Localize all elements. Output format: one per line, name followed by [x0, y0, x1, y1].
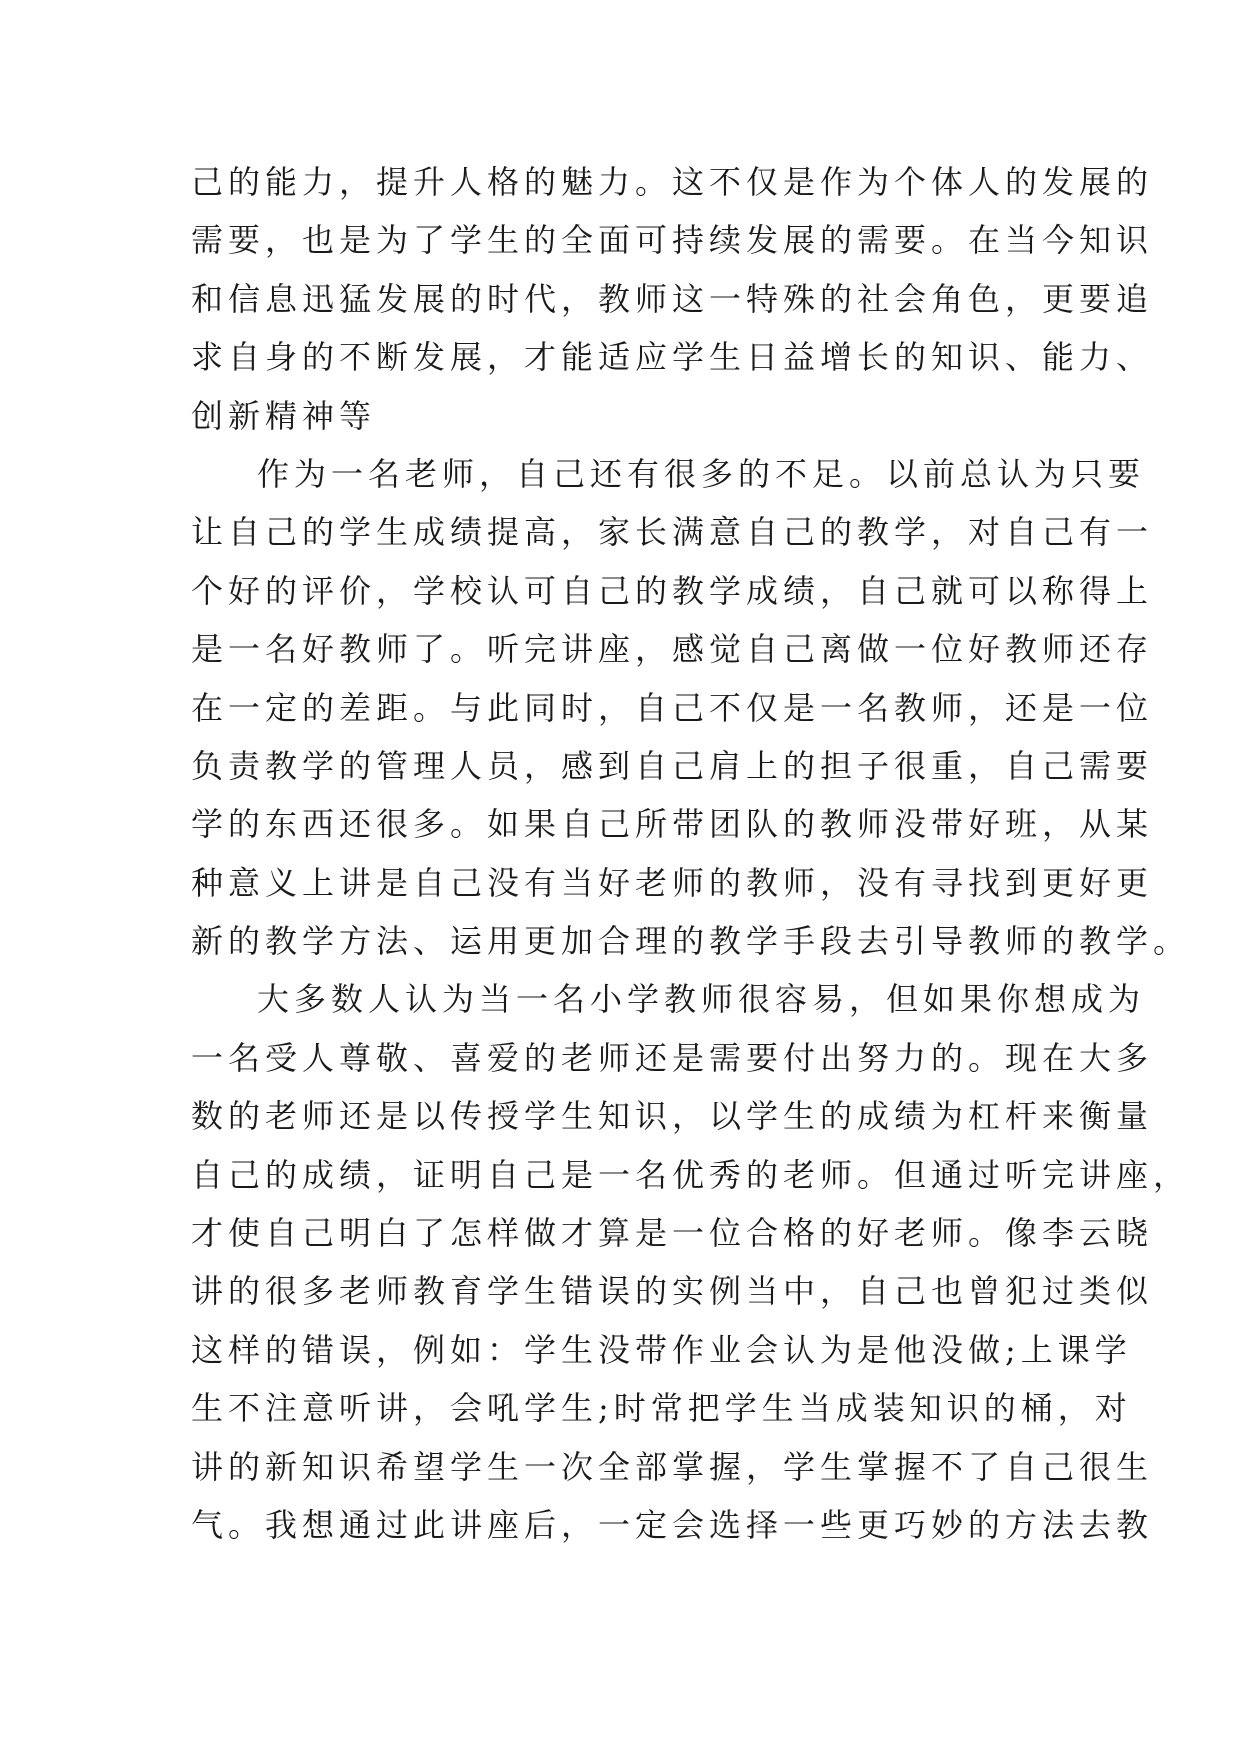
- text-line: 讲的很多老师教育学生错误的实例当中，自己也曾犯过类似: [191, 1272, 1154, 1311]
- text-line: 气。我想通过此讲座后，一定会选择一些更巧妙的方法去教: [191, 1505, 1154, 1544]
- text-line: 是一名好教师了。听完讲座，感觉自己离做一位好教师还存: [191, 630, 1154, 669]
- text-line: 讲的新知识希望学生一次全部掌握，学生掌握不了自己很生: [191, 1447, 1154, 1486]
- text-line: 让自己的学生成绩提高，家长满意自己的教学，对自己有一: [191, 513, 1154, 552]
- text-line: 一名受人尊敬、喜爱的老师还是需要付出努力的。现在大多: [191, 1038, 1154, 1077]
- text-line: 这样的错误，例如：学生没带作业会认为是他没做;上课学: [191, 1330, 1132, 1369]
- text-line: 和信息迅猛发展的时代，教师这一特殊的社会角色，更要追: [191, 279, 1154, 318]
- text-line: 数的老师还是以传授学生知识，以学生的成绩为杠杆来衡量: [191, 1097, 1154, 1136]
- document-body: [191, 153, 1191, 1554]
- text-line: 作为一名老师，自己还有很多的不足。以前总认为只要: [257, 454, 1146, 493]
- text-line: 自己的成绩，证明自己是一名优秀的老师。但通过听完讲座，: [191, 1155, 1191, 1194]
- text-line: 求自身的不断发展，才能适应学生日益增长的知识、能力、: [191, 338, 1154, 377]
- text-line: 负责教学的管理人员，感到自己肩上的担子很重，自己需要: [191, 746, 1154, 785]
- text-line: 学的东西还很多。如果自己所带团队的教师没带好班，从某: [191, 805, 1154, 844]
- paragraph: [191, 445, 1191, 971]
- text-line: 大多数人认为当一名小学教师很容易，但如果你想成为: [257, 980, 1146, 1019]
- text-line: 新的教学方法、运用更加合理的教学手段去引导教师的教学。: [191, 922, 1191, 961]
- text-line: 个好的评价，学校认可自己的教学成绩，自己就可以称得上: [191, 571, 1154, 610]
- paragraph: [191, 153, 1154, 445]
- text-line: 在一定的差距。与此同时，自己不仅是一名教师，还是一位: [191, 688, 1154, 727]
- text-line: 种意义上讲是自己没有当好老师的教师，没有寻找到更好更: [191, 863, 1154, 902]
- text-line: 生不注意听讲，会吼学生;时常把学生当成装知识的桶，对: [191, 1389, 1132, 1428]
- text-line: 需要，也是为了学生的全面可持续发展的需要。在当今知识: [191, 221, 1154, 260]
- text-line: 创新精神等: [191, 396, 377, 435]
- text-line: 己的能力，提升人格的魅力。这不仅是作为个体人的发展的: [191, 163, 1154, 201]
- text-line: 才使自己明白了怎样做才算是一位合格的好老师。像李云晓: [191, 1214, 1154, 1253]
- paragraph: [191, 970, 1191, 1554]
